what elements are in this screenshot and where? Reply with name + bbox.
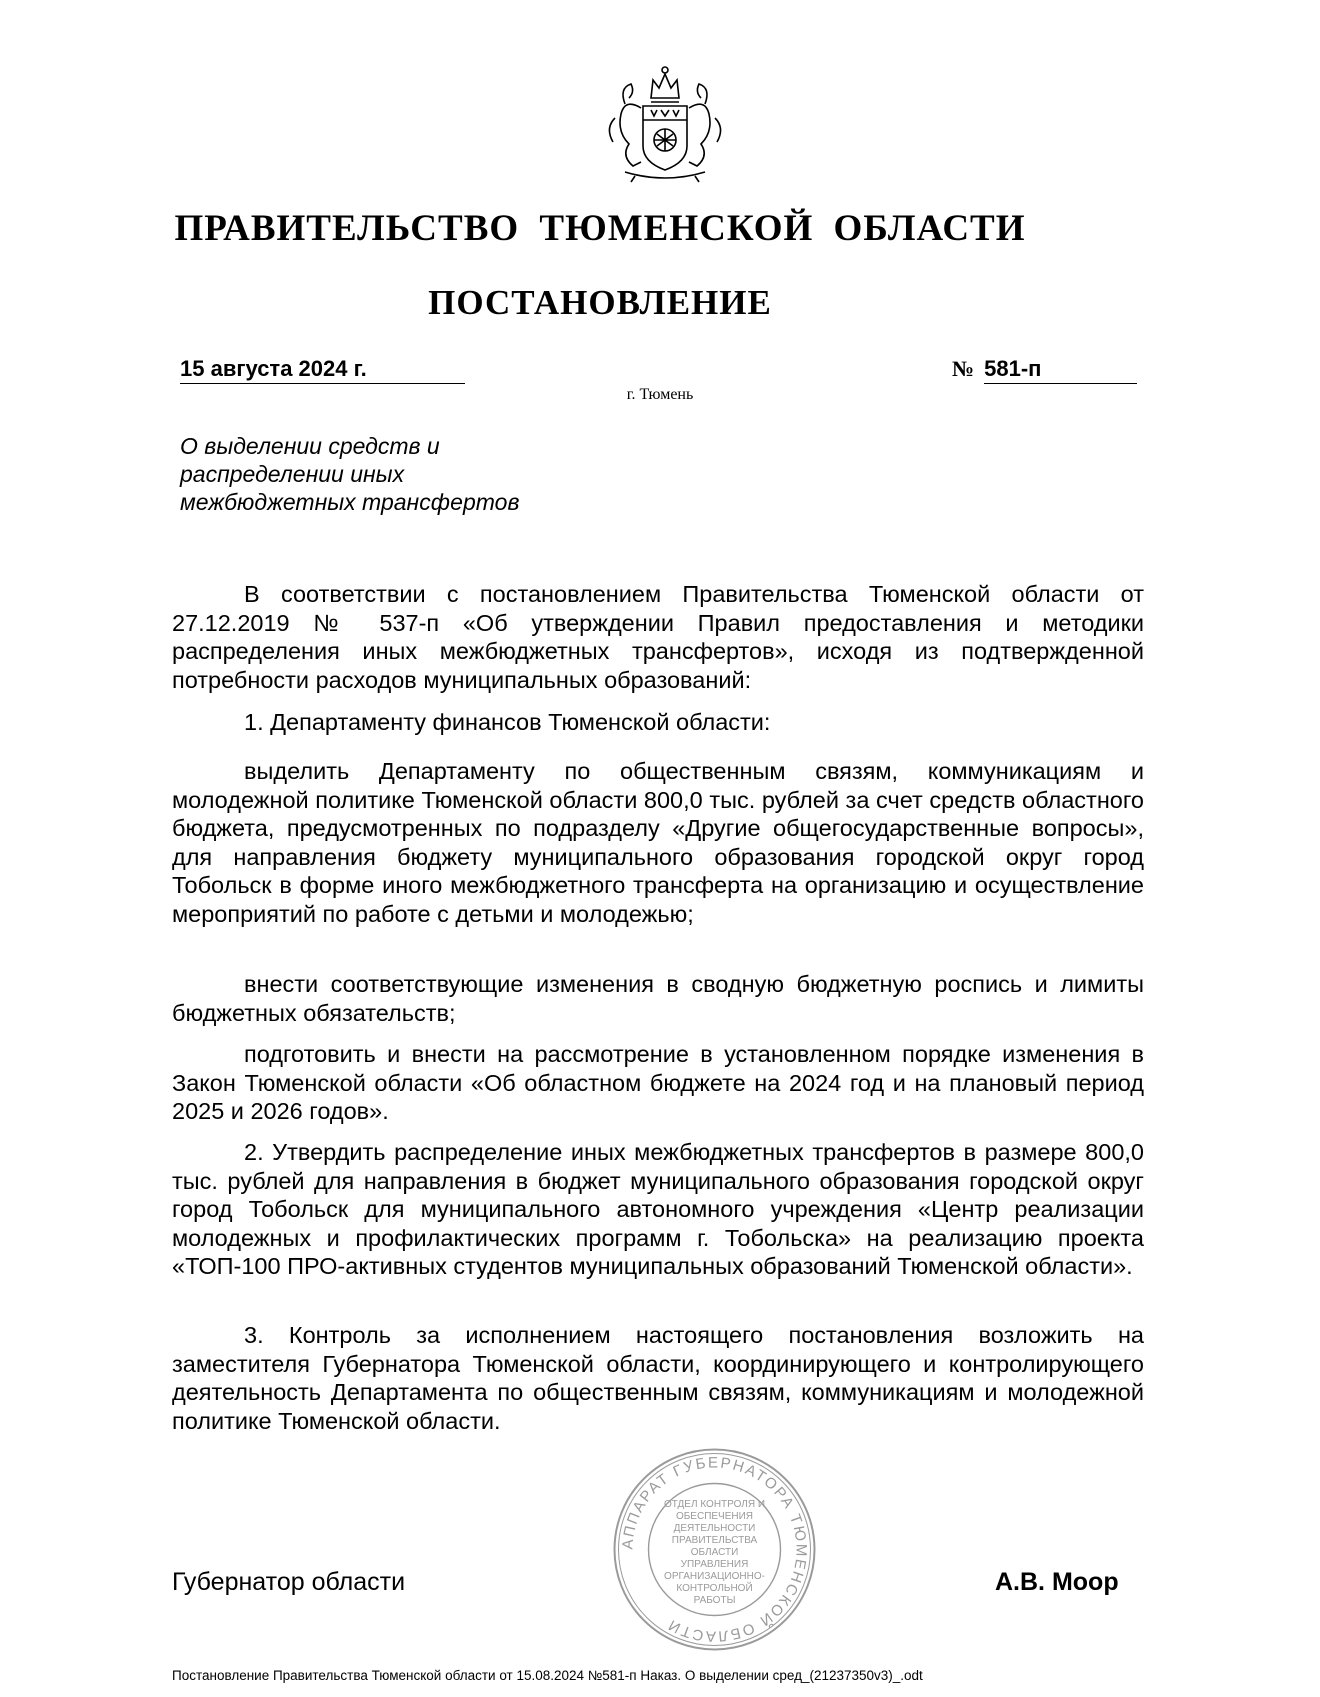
organization-title: ПРАВИТЕЛЬСТВО ТЮМЕНСКОЙ ОБЛАСТИ — [174, 208, 1026, 249]
signatory-title: Губернатор области — [172, 1568, 406, 1596]
stamp-ring-text: АППАРАТ ГУБЕРНАТОРА ТЮМЕНСКОЙ ОБЛАСТИ — [619, 1454, 810, 1645]
signatory-name: А.В. Моор — [995, 1568, 1119, 1596]
stamp-center-text: ОТДЕЛ КОНТРОЛЯ И ОБЕСПЕЧЕНИЯ ДЕЯТЕЛЬНОСТИ ПРАВИТЕЛЬСТВА ОБЛАСТИ УПРАВЛЕНИЯ ОРГАНИЗАЦИОННО-КОНТРОЛЬНОЙ РАБОТЫ — [663, 1499, 766, 1606]
subject-line: О выделении средств и — [180, 433, 440, 459]
coat-of-arms-icon — [595, 58, 735, 188]
subject-line: распределении иных — [180, 461, 405, 487]
document-number: 581-п — [984, 355, 1137, 384]
paragraph-prepare: подготовить и внести на рассмотрение в установленном порядке изменения в Закон Тюменской области «Об областном бюджете на 2024 год и на плановый период 2025 и 2026 годов». — [172, 1041, 1144, 1124]
paragraph-preamble: В соответствии с постановлением Правительства Тюменской области от 27.12.2019 № 537-п «Об утверждении Правил предоставления и методики распределения иных межбюджетных трансфертов», исходя из подтвержденной потребности расходов муниципальных образований: — [172, 581, 1144, 693]
document-subject — [180, 432, 600, 516]
document-footer: Постановление Правительства Тюменской области от 15.08.2024 №581-п Наказ. О выделении сред_(21237350v3)_.odt — [172, 1668, 923, 1683]
official-seal-icon — [612, 1447, 817, 1652]
paragraph-allocate: выделить Департаменту по общественным связям, коммуникациям и молодежной политике Тюменской области 800,0 тыс. рублей за счет средств областного бюджета, предусмотренных по подразделу «Другие общегосударственные вопросы», для направления бюджету муниципального образования городской округ город Тобольск в форме иного межбюджетного трансферта на организацию и осуществление мероприятий по работе с детьми и молодежью; — [172, 758, 1144, 927]
document-number-block — [952, 355, 1137, 384]
document-date: 15 августа 2024 г. — [180, 355, 465, 384]
paragraph-changes: внести соответствующие изменения в сводную бюджетную роспись и лимиты бюджетных обязательств; — [172, 971, 1144, 1026]
document-type: ПОСТАНОВЛЕНИЕ — [428, 283, 772, 322]
number-sign: № — [952, 356, 975, 381]
paragraph-item-1: 1. Департаменту финансов Тюменской области: — [244, 709, 771, 735]
paragraph-item-3: 3. Контроль за исполнением настоящего постановления возложить на заместителя Губернатора Тюменской области, координирующего и контролирующего деятельность Департамента по общественным связям, коммуникациям и молодежной политике Тюменской области. — [172, 1322, 1144, 1434]
subject-line: межбюджетных трансфертов — [180, 489, 520, 515]
paragraph-item-2: 2. Утвердить распределение иных межбюджетных трансфертов в размере 800,0 тыс. рублей для направления в бюджет муниципального образования городской округ город Тобольск для муниципального автономного учреждения «Центр реализации молодежных и профилактических программ г. Тобольска» на реализацию проекта «ТОП-100 ПРО-активных студентов муниципальных образований Тюменской области». — [172, 1139, 1144, 1279]
city: г. Тюмень — [626, 386, 694, 403]
